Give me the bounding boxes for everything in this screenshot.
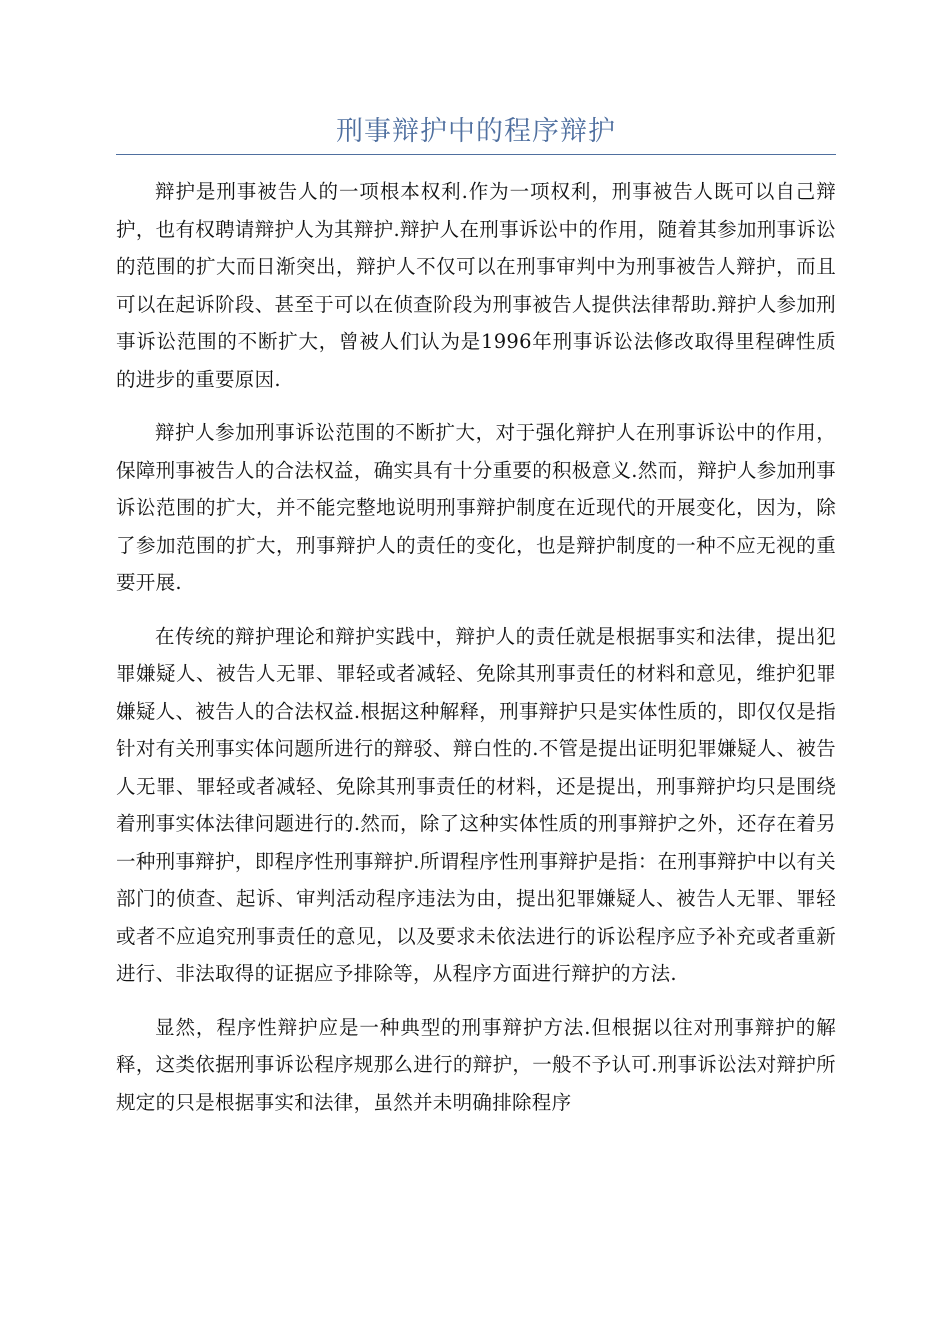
paragraph-1: 辩护是刑事被告人的一项根本权利.作为一项权利，刑事被告人既可以自己辩护，也有权聘请辩护人为其辩护.辩护人在刑事诉讼中的作用，随着其参加刑事诉讼的范围的扩大而日渐突出，辩护人不仅可以在刑事审判中为刑事被告人辩护，而且可以在起诉阶段、甚至于可以在侦查阶段为刑事被告人提供法律帮助.辩护人参加刑事诉讼范围的不断扩大，曾被人们认为是1996年刑事诉讼法修改取得里程碑性质的进步的重要原因. [116,180,836,391]
paragraph-3: 在传统的辩护理论和辩护实践中，辩护人的责任就是根据事实和法律，提出犯罪嫌疑人、被告人无罪、罪轻或者减轻、免除其刑事责任的材料和意见，维护犯罪嫌疑人、被告人的合法权益.根据这种解释，刑事辩护只是实体性质的，即仅仅是指针对有关刑事实体问题所进行的辩驳、辩白性的.不管是提出证明犯罪嫌疑人、被告人无罪、罪轻或者减轻、免除其刑事责任的材料，还是提出，刑事辩护均只是围绕着刑事实体法律问题进行的.然而，除了这种实体性质的刑事辩护之外，还存在着另一种刑事辩护，即程序性刑事辩护.所谓程序性刑事辩护是指：在刑事辩护中以有关部门的侦查、起诉、审判活动程序违法为由，提出犯罪嫌疑人、被告人无罪、罪轻或者不应追究刑事责任的意见，以及要求未依法进行的诉讼程序应予补充或者重新进行、非法取得的证据应予排除等，从程序方面进行辩护的方法. [116,624,836,985]
paragraph-4: 显然，程序性辩护应是一种典型的刑事辩护方法.但根据以往对刑事辩护的解释，这类依据刑事诉讼程序规那么进行的辩护，一般不予认可.刑事诉讼法对辩护所规定的只是根据事实和法律，虽然并未明确排除程序 [116,1015,836,1114]
document-page [116,112,836,1137]
document-title: 刑事辩护中的程序辩护 [336,116,616,147]
paragraph-2: 辩护人参加刑事诉讼范围的不断扩大，对于强化辩护人在刑事诉讼中的作用，保障刑事被告人的合法权益，确实具有十分重要的积极意义.然而，辩护人参加刑事诉讼范围的扩大，并不能完整地说明刑事辩护制度在近现代的开展变化，因为，除了参加范围的扩大，刑事辩护人的责任的变化，也是辩护制度的一种不应无视的重要开展. [116,421,836,594]
title-underline [116,154,836,155]
